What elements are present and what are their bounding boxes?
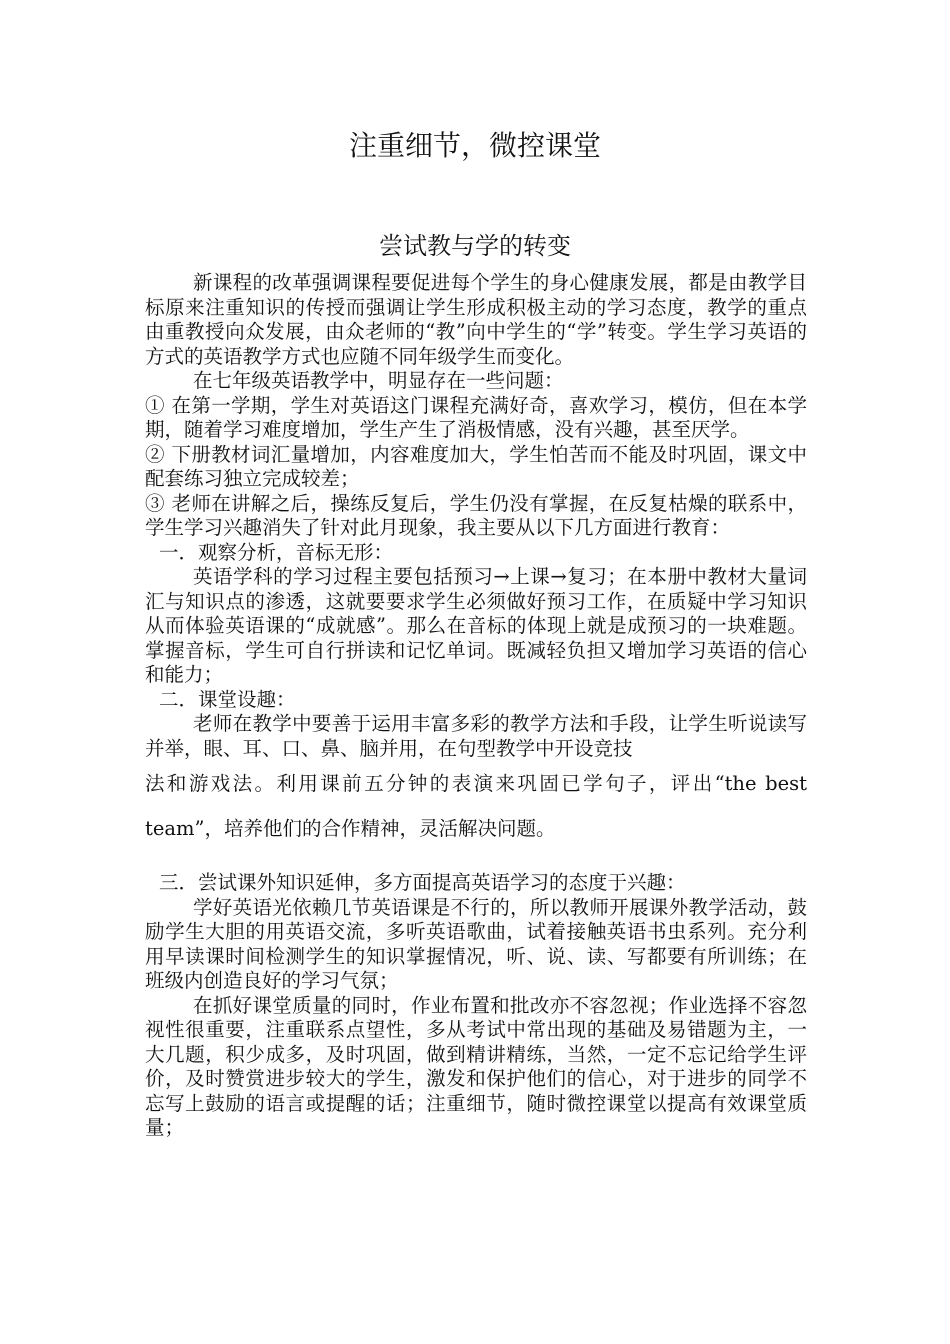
document-body (145, 271, 807, 1141)
page-subtitle: 尝试教与学的转变 (379, 232, 571, 260)
section-heading-1: 一．观察分析，音标无形： (159, 540, 394, 564)
section-1-paragraph: 英语学科的学习过程主要包括预习→上课→复习；在本册中教材大量词汇与知识点的渗透，这就要要求学生必须做好预习工作，在质疑中学习知识从而体验英语课的“成就感”。那么在音标的体现上就是成预习的一块难题。掌握音标，学生可自行拼读和记忆单词。既减轻负担又增加学习英语的信心和能力； (145, 565, 807, 686)
closing-paragraph: 在抓好课堂质量的同时，作业布置和批改亦不容忽视；作业选择不容忽视性很重要，注重联系点望性，多从考试中常出现的基础及易错题为主，一大几题，积少成多，及时巩固，做到精讲精练，当然，一定不忘记给学生评价，及时赞赏进步较大的学生，激发和保护他们的信心，对于进步的同学不忘写上鼓励的语言或提醒的话；注重细节，随时微控课堂以提高有效课堂质量； (145, 993, 807, 1139)
problem-item-1: ① 在第一学期，学生对英语这门课程充满好奇，喜欢学习，模仿，但在本学期，随着学习难度增加，学生产生了消极情感，没有兴趣，甚至厌学。 (145, 393, 807, 441)
section-heading-3: 三．尝试课外知识延伸，多方面提高英语学习的态度于兴趣： (159, 871, 686, 894)
section-3-paragraph: 学好英语光依赖几节英语课是不行的，所以教师开展课外教学活动，鼓励学生大胆的用英语交流，多听英语歌曲，试着接触英语书虫系列。充分利用早读课时间检测学生的知识掌握情况，听、说、读、写都要有所训练；在班级内创造良好的学习气氛； (145, 895, 807, 992)
section-2-paragraph: 老师在教学中要善于运用丰富多彩的教学方法和手段，让学生听说读写并举，眼、耳、口、鼻、脑并用，在句型教学中开设竞技 (145, 712, 807, 760)
problem-item-2: ② 下册教材词汇量增加，内容难度加大，学生怕苦而不能及时巩固，课文中配套练习独立完成较差； (145, 442, 807, 490)
paragraph-intro: 新课程的改革强调课程要促进每个学生的身心健康发展，都是由教学目标原来注重知识的传授而强调让学生形成积极主动的学习态度，教学的重点由重教授向众发展，由众老师的“教”向中学生的“学”转变。学生学习英语的方式的英语教学方式也应随不同年级学生而变化。 (145, 271, 807, 368)
page-title: 注重细节，微控课堂 (348, 129, 601, 162)
section-2-paragraph-cont: 法和游戏法。利用课前五分钟的表演来巩固已学句子，评出“the best team”，培养他们的合作精神，灵活解决问题。 (145, 772, 807, 840)
paragraph-problems-lead: 在七年级英语教学中，明显存在一些问题： (193, 369, 564, 392)
section-heading-2: 二．课堂设趣： (159, 687, 296, 711)
problem-item-3: ③ 老师在讲解之后，操练反复后，学生仍没有掌握，在反复枯燥的联系中，学生学习兴趣消失了针对此月现象，我主要从以下几方面进行教育： (145, 491, 807, 539)
